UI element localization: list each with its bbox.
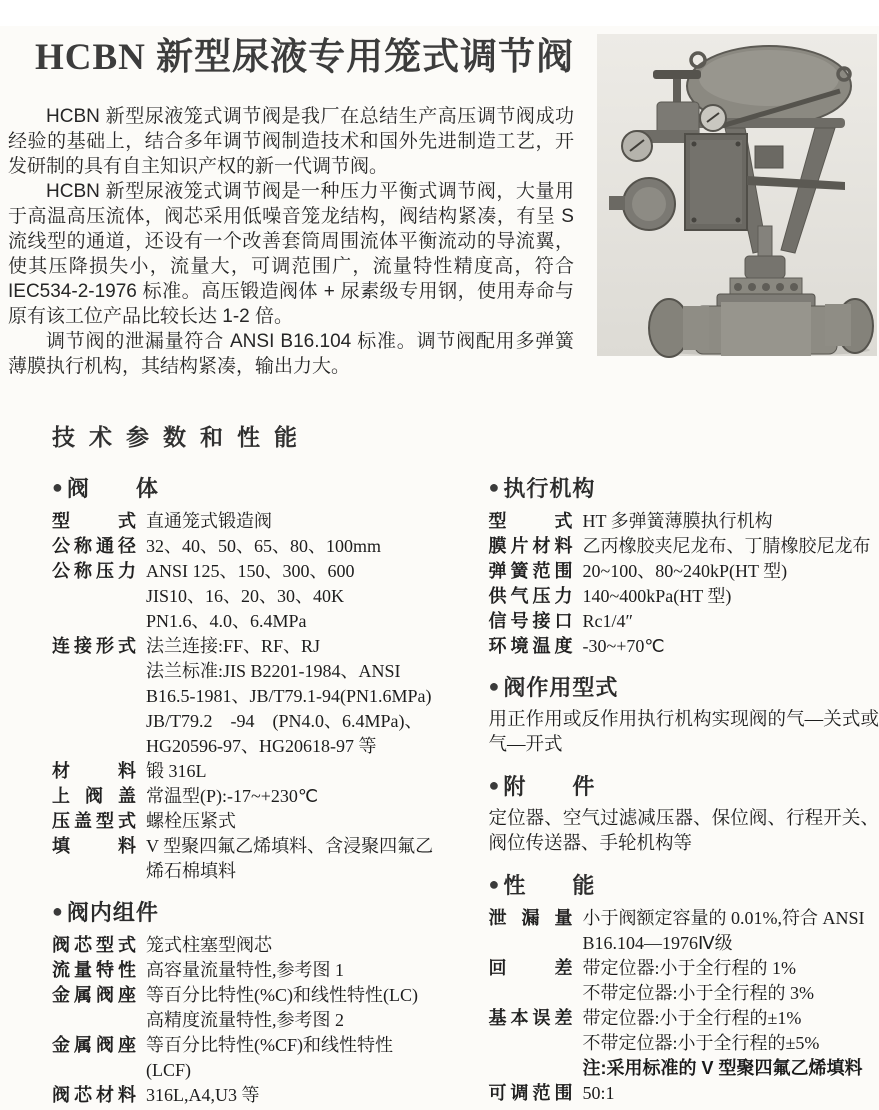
- bullet-icon: ●: [52, 477, 64, 497]
- tech-params-heading: 技术参数和性能: [52, 424, 311, 450]
- packing-note: 注:采用标准的 V 型聚四氟乙烯填料: [582, 1058, 863, 1078]
- bullet-icon: ●: [488, 477, 501, 497]
- spec-row: 材料 锻 316L: [52, 761, 207, 781]
- section-title-text: 性 能: [503, 873, 596, 898]
- spec-row: 型式 直通笼式锻造阀: [52, 511, 272, 531]
- bullet-icon: ●: [52, 901, 64, 921]
- document-page: [0, 26, 879, 1110]
- intro-paragraph-2: HCBN 新型尿液笼式调节阀是一种压力平衡式调节阀，大量用于高温高压流体，阀芯采用低噪音笼龙结构，阀结构紧凑，有呈 S 流线型的通道，还设有一个改善套筒周围流体平衡流动的导流翼，使其压降损失小，流量大，可调范围广，流量特性精度高，符合 IEC534-2-1976 标准。高压锻造阀体 + 尿素级专用钢，使用寿命与原有该工位产品比较长达 1-2 倍。: [8, 181, 574, 327]
- section-valve-body: [52, 472, 462, 884]
- section-title-text: 附 件: [503, 774, 596, 799]
- spec-row: 填料 V 型聚四氟乙烯填料、含浸聚四氟乙 烯石棉填料: [52, 836, 434, 881]
- intro-paragraph-3: 调节阀的泄漏量符合 ANSI B16.104 标准。调节阀配用多弹簧薄膜执行机构，其结构紧凑，输出力大。: [8, 331, 574, 377]
- section-title-text: 执行机构: [503, 476, 596, 501]
- section-title-text: 阀作用型式: [503, 675, 619, 700]
- section-title-text: 阀内组件: [66, 900, 159, 925]
- spec-row: 连接形式 法兰连接:FF、RF、RJ 法兰标准:JIS B2201-1984、ANSI B16.5-1981、JB/T79.1-94(PN1.6MPa) JB/T79.2 -94 (PN4.0、6.4MPa)、 HG20596-97、HG20618-97 等: [52, 636, 432, 756]
- spec-columns: [52, 460, 879, 1108]
- spec-row: 阀芯材料 316L,A4,U3 等: [52, 1085, 260, 1105]
- section-actuator: [488, 472, 879, 659]
- spec-row: 公称通径 32、40、50、65、80、100mm: [52, 536, 382, 556]
- spec-row: 金属阀座 等百分比特性(%CF)和线性特性 (LCF): [52, 1035, 393, 1080]
- intro-paragraph-1: HCBN 新型尿液笼式调节阀是我厂在总结生产高压调节阀成功经验的基础上，结合多年调节阀制造技术和国外先进制造工艺，开发研制的具有自主知识产权的新一代调节阀。: [8, 106, 574, 177]
- section-title-actuator: [488, 472, 879, 503]
- valve-positioner: [685, 134, 747, 230]
- spec-row: 公称压力 ANSI 125、150、300、600 JIS10、16、20、30、40K PN1.6、4.0、6.4MPa: [52, 561, 355, 631]
- section-title-trim: [52, 896, 462, 927]
- spec-row: 供气压力 140~400kPa(HT 型): [488, 586, 732, 606]
- spec-row: 上阀盖 常温型(P):-17~+230℃: [52, 786, 319, 806]
- spec-row: 流量特性 高容量流量特性,参考图 1: [52, 960, 344, 980]
- accessories-text: 定位器、空气过滤减压器、保位阀、行程开关、阀位传送器、手轮机构等: [488, 809, 879, 854]
- spec-row: 泄漏量 小于阀额定容量的 0.01%,符合 ANSI B16.104—1976Ⅳ级: [488, 908, 865, 953]
- bullet-icon: ●: [488, 874, 501, 894]
- section-title-accessories: [488, 770, 879, 801]
- spec-row: 信号接口 Rc1/4″: [488, 611, 633, 631]
- section-valve-action: [488, 671, 879, 758]
- spec-row: 型式 HT 多弹簧薄膜执行机构: [488, 511, 773, 531]
- valve-photo-illustration: [597, 34, 877, 356]
- section-title-valve-action: [488, 671, 879, 702]
- spec-row: 回差 带定位器:小于全行程的 1% 不带定位器:小于全行程的 3%: [488, 958, 814, 1003]
- spec-row: 基本误差 带定位器:小于全行程的±1% 不带定位器:小于全行程的±5% 注:采用标准的 V 型聚四氟乙烯填料: [488, 1006, 879, 1081]
- section-trim: [52, 896, 462, 1108]
- spec-row: 可调范围 50:1: [488, 1083, 615, 1103]
- left-column: [52, 460, 462, 1108]
- right-column: [488, 460, 879, 1108]
- spec-row: 阀芯型式 笼式柱塞型阀芯: [52, 935, 272, 955]
- spec-row: 弹簧范围 20~100、80~240kP(HT 型): [488, 561, 788, 581]
- section-accessories: [488, 770, 879, 857]
- section-title-performance: [488, 869, 879, 900]
- product-photo: [597, 34, 877, 356]
- section-title-text: 阀 体: [66, 476, 159, 501]
- section-title-valve-body: [52, 472, 462, 503]
- spec-row: 膜片材料 乙丙橡胶夹尼龙布、丁腈橡胶尼龙布: [488, 536, 871, 556]
- intro-block: [8, 104, 574, 379]
- section-performance: [488, 869, 879, 1106]
- bullet-icon: ●: [488, 676, 501, 696]
- valve-action-text: 用正作用或反作用执行机构实现阀的气—关式或气—开式: [488, 710, 879, 755]
- spec-row: 环境温度 -30~+70℃: [488, 636, 665, 656]
- page-title: HCBN 新型尿液专用笼式调节阀: [35, 37, 575, 78]
- spec-row: 压盖型式 螺栓压紧式: [52, 811, 236, 831]
- spec-row: 金属阀座 等百分比特性(%C)和线性特性(LC) 高精度流量特性,参考图 2: [52, 985, 418, 1030]
- bullet-icon: ●: [488, 775, 501, 795]
